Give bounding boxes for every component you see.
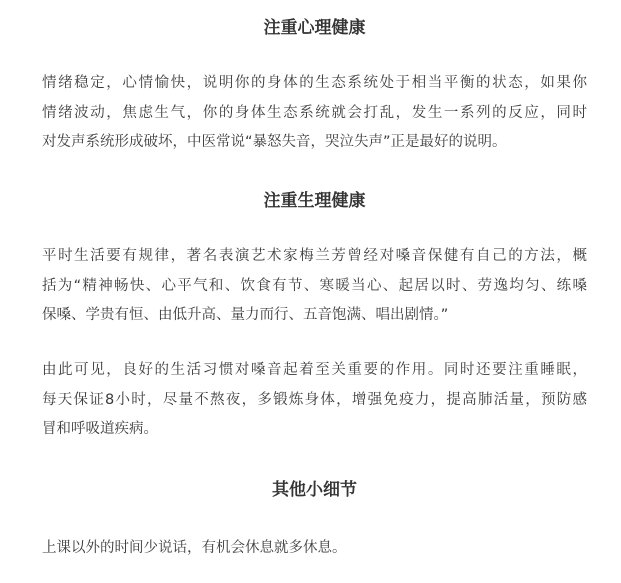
paragraph-mental-health: [42, 69, 587, 158]
paragraph-line: 上课以外的时间少说话，有机会休息就多休息。: [42, 540, 347, 556]
section-heading-mental-health: 注重心理健康: [263, 18, 366, 38]
paragraph-line: 括为“精神畅快、心平气和、饮食有节、寒暖当心、起居以时、劳逸均匀、练嗓: [42, 277, 587, 294]
paragraph-line: 保嗓、学贵有恒、由低升高、量力而行、五音饱满、唱出剧情。”: [42, 307, 449, 323]
paragraph-other-details: [42, 534, 587, 564]
paragraph-line: 冒和呼吸道疾病。: [42, 421, 158, 437]
section-heading-physical-health: 注重生理健康: [263, 191, 366, 211]
paragraph-line: 由此可见，良好的生活习惯对嗓音起着至关重要的作用。同时还要注重睡眠，: [42, 362, 587, 378]
paragraph-line: 对发声系统形成破坏，中医常说“暴怒失音，哭泣失声”正是最好的说明。: [42, 134, 507, 150]
section-heading-other-details: 其他小细节: [272, 480, 357, 500]
paragraph-physical-health-routine: [42, 242, 587, 331]
paragraph-line: 情绪波动，焦虑生气，你的身体生态系统就会打乱，发生一系列的反应，同时: [42, 104, 587, 121]
paragraph-physical-health-habits: [42, 356, 587, 445]
paragraph-line: 情绪稳定，心情愉快，说明你的身体的生态系统处于相当平衡的状态，如果你: [42, 75, 587, 91]
paragraph-line: 平时生活要有规律，著名表演艺术家梅兰芳曾经对嗓音保健有自己的方法，概: [42, 248, 587, 264]
paragraph-line: 每天保证8小时，尽量不熬夜，多锻炼身体，增强免疫力，提高肺活量，预防感: [42, 391, 587, 408]
